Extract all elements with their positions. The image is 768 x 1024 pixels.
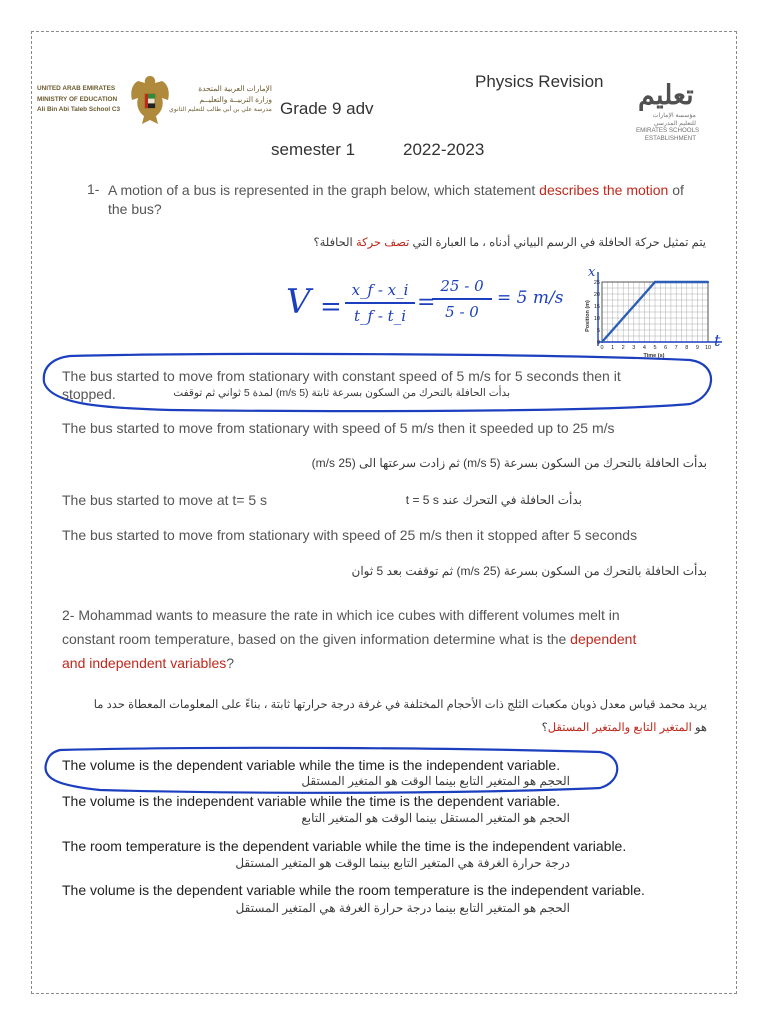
logo-caption-line: ESTABLISHMENT — [644, 134, 696, 142]
question-2-text — [62, 603, 702, 675]
ministry-line-ar: وزارة التربيــة والتعليــم — [199, 94, 272, 104]
question-text-ar: يتم تمثيل حركة الحافلة في الرسم البياني أدناه ، ما العبارة التي — [409, 237, 706, 249]
chart-grid — [602, 282, 708, 342]
uae-falcon-emblem — [126, 72, 174, 128]
chart-point — [675, 281, 677, 283]
chart-x-tick-label: 6 — [664, 345, 668, 351]
answer-1c[interactable]: The bus started to move at t= 5 s — [62, 492, 268, 508]
chart-point — [707, 281, 709, 283]
answer-2c-ar: درجة حرارة الغرفة هي المتغير التابع بينما الوقت هو المتغير المستقل — [235, 856, 570, 870]
chart-x-tick-label: 8 — [685, 345, 689, 351]
handwritten-fraction-denominator: t_f - t_i — [353, 307, 406, 325]
handwritten-fraction-bar — [345, 302, 415, 304]
question-text-ar: ؟ — [541, 722, 548, 734]
chart-tick-labels — [594, 280, 711, 351]
chart-y-tick-label: 5 — [596, 328, 600, 334]
handwritten-fraction-numerator: 25 - 0 — [440, 277, 484, 295]
ministry-line: UNITED ARAB EMIRATES — [37, 85, 116, 92]
question-2-text-ar-line1: يريد محمد قياس معدل ذوبان مكعبات الثلج ذات الأحجام المختلفة في غرفة درجة حرارتها ثابتة ، بناءً على المعلومات المعطاة حدد ما — [93, 699, 707, 711]
answer-2b-ar: الحجم هو المتغير المستقل بينما الوقت هو المتغير التابع — [301, 811, 570, 825]
question-keyword: dependent — [570, 631, 637, 647]
question-keyword: and independent variables — [62, 655, 227, 671]
school-line: Ali Bin Abi Taleb School C3 — [37, 106, 121, 113]
chart-point — [654, 281, 656, 283]
ministry-text-en — [37, 84, 125, 116]
answer-2b[interactable]: The volume is the independent variable while the time is the dependent variable. — [62, 793, 561, 809]
handwritten-axis-t: t — [714, 331, 721, 350]
question-text: ? — [226, 655, 235, 671]
handwritten-velocity-symbol: V — [286, 282, 311, 322]
year-label: 2022-2023 — [403, 140, 485, 159]
ministry-text-ar — [168, 84, 272, 116]
chart-x-tick-label: 7 — [674, 345, 678, 351]
chart-x-tick-label: 2 — [621, 345, 625, 351]
answer-1a-ar: بدأت الحافلة بالتحرك من السكون بسرعة ثابتة (5 m/s) لمدة 5 ثواني ثم توقفت — [173, 387, 510, 399]
answer-1c-ar: بدأت الحافلة في التحرك عند t = 5 s — [405, 493, 582, 507]
question-text: A motion of a bus is represented in the graph below, which statement — [108, 182, 540, 198]
answer-1b-ar: بدأت الحافلة بالتحرك من السكون بسرعة (5 m/s) ثم زادت سرعتها الى (25 m/s) — [311, 456, 707, 470]
question-1-text-ar — [314, 235, 706, 249]
chart-x-tick-label: 1 — [611, 345, 615, 351]
handwritten-result: = 5 m/s — [497, 288, 564, 308]
chart-x-tick-label: 4 — [642, 345, 646, 351]
answer-2d[interactable]: The volume is the dependent variable while the room temperature is the independent variable. — [62, 882, 645, 898]
logo-caption-line: للتعليم المدرسي — [653, 119, 696, 127]
chart-point — [633, 305, 635, 307]
logo-caption-line: مؤسسة الإمارات — [652, 112, 696, 119]
handwritten-equals: = — [320, 292, 342, 322]
answer-1d[interactable]: The bus started to move from stationary with speed of 25 m/s then it stopped after 5 seconds — [62, 527, 638, 543]
semester-label: semester 1 — [271, 140, 356, 159]
chart-point — [696, 281, 698, 283]
answer-2c[interactable]: The room temperature is the dependent variable while the time is the independent variable. — [62, 838, 627, 854]
answer-text: The bus started to move from stationary with constant speed of 5 m/s for 5 seconds then it stopped. — [62, 368, 621, 402]
school-line-ar: مدرسة علي بن أبي طالب للتعليم الثانوي — [168, 106, 272, 113]
question-keyword-ar: تصف حركة — [355, 237, 410, 249]
answer-2a[interactable]: The volume is the dependent variable while the time is the independent variable. — [62, 757, 561, 773]
question-keyword-ar: المتغير التابع والمتغير المستقل — [547, 722, 692, 734]
chart-point — [622, 317, 624, 319]
logo-caption-line: EMIRATES SCHOOLS — [636, 127, 700, 135]
chart-y-tick-label: 10 — [593, 316, 600, 322]
ministry-line: MINISTRY OF EDUCATION — [37, 95, 118, 103]
question-text: of the bus? — [108, 182, 684, 217]
chart-y-tick-label: 0 — [596, 340, 600, 346]
answer-1b[interactable]: The bus started to move from stationary with speed of 5 m/s then it speeded up to 25 m/s — [62, 420, 615, 436]
handwritten-fraction-bar — [432, 298, 492, 300]
question-text: Mohammad wants to measure the rate in which ice cubes with different volumes melt in — [78, 607, 620, 623]
answer-2a-ar: الحجم هو المتغير التابع بينما الوقت هو المتغير المستقل — [301, 774, 570, 788]
chart-x-tick-label: 9 — [695, 345, 699, 351]
question-text-ar: الحافلة؟ — [313, 237, 356, 249]
question-text-ar: هو — [691, 722, 707, 734]
chart-point — [612, 329, 614, 331]
taaleem-logo: تعليم — [638, 80, 694, 110]
question-keyword: describes the motion — [539, 182, 669, 198]
position-time-graph — [578, 266, 728, 362]
grade-label: Grade 9 adv — [280, 99, 374, 118]
handwritten-axis-x: x — [588, 266, 596, 280]
chart-x-tick-label: 5 — [653, 345, 657, 351]
chart-y-tick-label: 20 — [593, 292, 600, 298]
chart-point — [665, 281, 667, 283]
chart-point — [643, 293, 645, 295]
chart-x-tick-label: 10 — [704, 345, 712, 351]
chart-y-tick-label: 15 — [593, 304, 600, 310]
chart-y-axis-label: Position (m) — [585, 300, 591, 332]
ministry-line-ar: الإمارات العربية المتحدة — [198, 84, 272, 93]
handwritten-fraction-numerator: x_f - x_i — [351, 281, 409, 299]
question-1-text — [108, 181, 688, 219]
chart-y-tick-label: 25 — [593, 280, 600, 286]
question-2-text-ar-line2 — [542, 720, 707, 734]
chart-point — [686, 281, 688, 283]
handwritten-fraction-denominator: 5 - 0 — [445, 303, 479, 321]
question-text: constant room temperature, based on the given information determine what is the — [62, 631, 571, 647]
chart-x-axis-label: Time (s) — [643, 353, 665, 359]
taaleem-logo-caption — [636, 112, 700, 142]
answer-1d-ar: بدأت الحافلة بالتحرك من السكون بسرعة (25 m/s) ثم توقفت بعد 5 ثوان — [351, 564, 707, 578]
question-number: 2- — [62, 607, 75, 623]
answer-2d-ar: الحجم هو المتغير التابع بينما درجة حرارة الغرفة هي المتغير المستقل — [235, 901, 570, 915]
question-1-number: 1- — [87, 181, 100, 197]
chart-point — [601, 341, 603, 343]
page-title: Physics Revision — [475, 72, 604, 91]
handwritten-equals: = — [417, 290, 436, 315]
chart-x-tick-label: 3 — [632, 345, 636, 351]
chart-x-tick-label: 0 — [600, 345, 604, 351]
